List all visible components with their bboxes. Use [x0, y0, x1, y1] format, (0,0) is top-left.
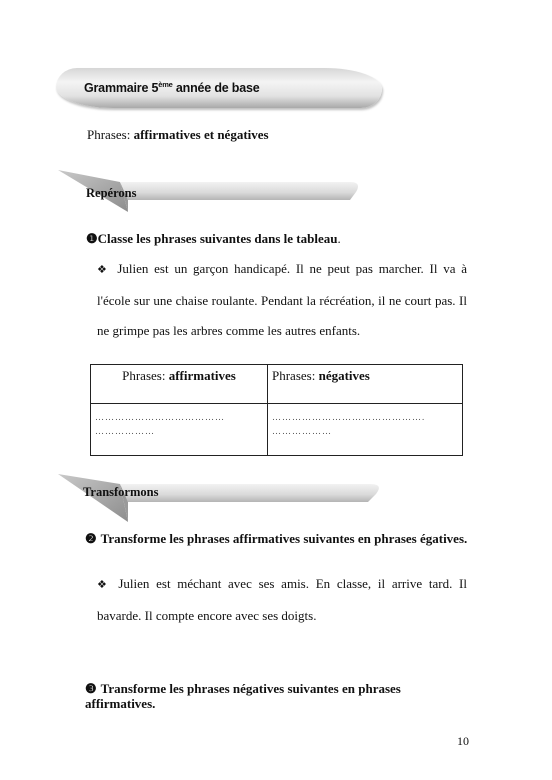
bullet-icon: ❖ — [97, 264, 110, 276]
exercise-1-text: ❖ Julien est un garçon handicapé. Il ne peut pas marcher. Il va à l'école sur une chaise roulante. Pendant la récréation, il ne court pas. Il ne grimpe pas les arbres comme les autres enfants. — [97, 261, 467, 338]
subtitle: Phrases: affirmatives et négatives — [87, 127, 269, 142]
exercise-2-instruction: ❷ Transforme les phrases affirmatives suivantes en phrases égatives. — [85, 531, 468, 546]
page-title: Grammaire 5ème année de base — [84, 80, 260, 95]
table-cell-negatives[interactable]: ………………………………………. ……………… — [268, 404, 463, 456]
bullet-icon: ❖ — [97, 579, 111, 591]
section-label-reperons: Repérons — [86, 186, 137, 200]
exercise-3-instruction: ❸ Transforme les phrases négatives suivantes en phrases affirmatives. — [85, 681, 401, 711]
section-label-transformons: Transformons — [83, 485, 159, 499]
page-number: 10 — [457, 734, 469, 748]
table-header-affirmatives: Phrases: affirmatives — [91, 365, 268, 404]
classification-table — [90, 364, 463, 456]
table-header-negatives: Phrases: négatives — [268, 365, 463, 404]
table-cell-affirmatives[interactable]: ………………………………… ……………… — [91, 404, 268, 456]
exercise-1-instruction: ❶Classe les phrases suivantes dans le tableau. — [86, 231, 341, 246]
exercise-2-text: ❖ Julien est méchant avec ses amis. En classe, il arrive tard. Il bavarde. Il compte encore avec ses doigts. — [97, 576, 467, 623]
